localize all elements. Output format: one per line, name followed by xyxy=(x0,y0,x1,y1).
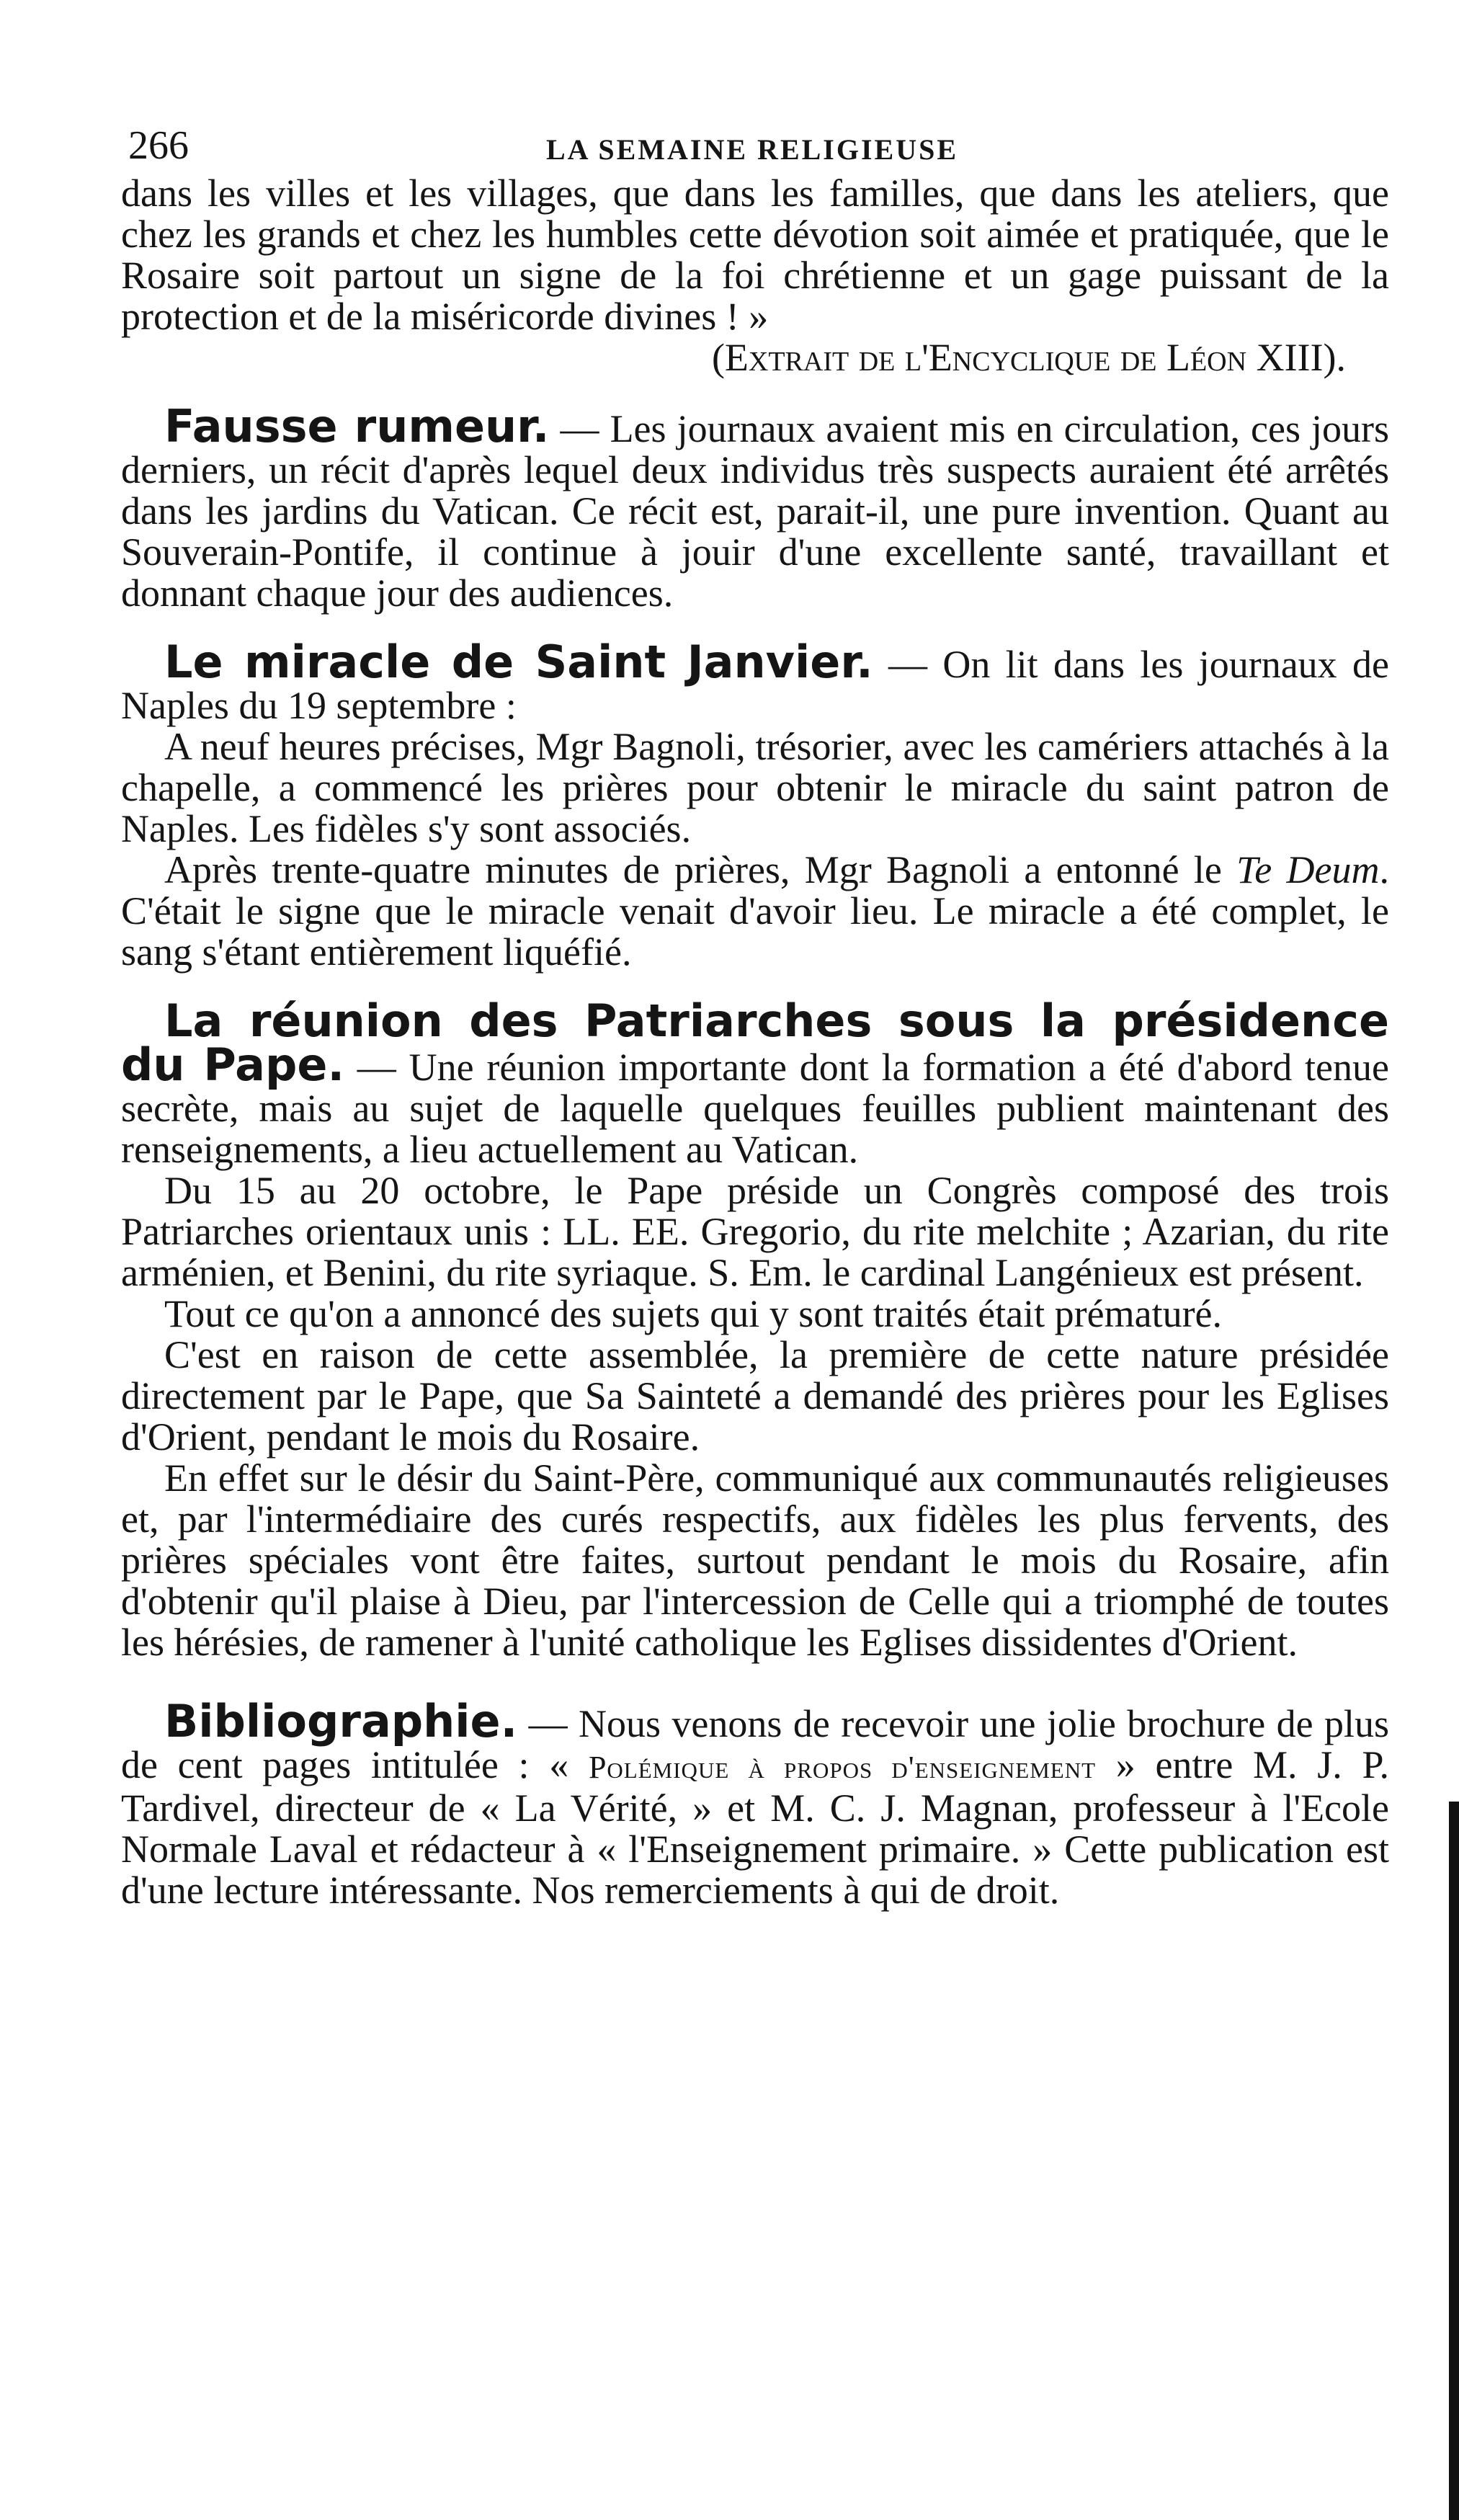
intro-text: dans les villes et les villages, que dans les familles, que dans les ateliers, que chez les grands et chez les humbles cette dévotion soit aimée et pratiquée, que le Rosaire soit partout un signe de la foi chrétienne et un gage puissant de la protection et de la miséricorde divines ! » xyxy=(121,172,1389,338)
article-rumeur xyxy=(121,400,1390,615)
page-header xyxy=(121,108,1389,173)
te-deum: Te Deum xyxy=(1236,848,1380,891)
miracle-text: — On lit dans les journaux de Naples du 19 septembre : xyxy=(121,643,1389,727)
reunion-paragraph-3: C'est en raison de cette assemblée, la première de cette nature présidée directement par le Pape, que Sa Sainteté a demandé des prières pour les Eglises d'Orient, pendant le mois du Rosaire. xyxy=(121,1333,1389,1459)
miracle-paragraph-2 xyxy=(121,850,1389,973)
rumeur-title: Fausse rumeur. xyxy=(164,400,550,453)
biblio-text-b: » entre M. J. P. Tardivel, directeur de « La Vérité, » et M. C. J. Magnan, professeur à l'Ecole Normale Laval et rédacteur à « l'Enseignement primaire. » Cette publication est d'une lecture intéressante. Nos remerciements à qui de droit. xyxy=(121,1743,1389,1912)
rumeur-text: — Les journaux avaient mis en circulation, ces jours derniers, un récit d'après lequel deux individus très suspects auraient été arrêtés dans les jardins du Vatican. Ce récit est, parait-il, une pure invention. Quant au Souverain-Pontife, il continue à jouir d'une excellente santé, travaillant et donnant chaque jour des audiences. xyxy=(121,407,1390,615)
miracle-title: Le miracle de Saint Janvier. xyxy=(164,636,873,688)
page-number: 266 xyxy=(128,123,189,168)
biblio-smallcaps: Polémique à propos d'enseignement xyxy=(588,1750,1097,1785)
article-miracle xyxy=(121,636,1389,727)
source-label: (Extrait de l'Encyclique de Léon XIII). xyxy=(711,336,1346,379)
article-reunion xyxy=(121,994,1389,1171)
page xyxy=(121,108,1389,1911)
article-bibliographie xyxy=(121,1695,1389,1912)
reunion-text: — Une réunion importante dont la formation a été d'abord tenue secrète, mais au sujet de laquelle quelques feuilles publient maintenant des renseignements, a lieu actuellement au Vatican. xyxy=(121,1046,1389,1171)
miracle-paragraph-1: A neuf heures précises, Mgr Bagnoli, trésorier, avec les camériers attachés à la chapelle, a commencé les prières pour obtenir le miracle du saint patron de Naples. Les fidèles s'y sont associés. xyxy=(121,725,1389,850)
miracle-p2-b: . C'était le signe que le miracle venait d'avoir lieu. Le miracle a été complet, le sang s'étant entièrement liquéfié. xyxy=(121,848,1389,974)
biblio-title: Bibliographie. xyxy=(164,1695,518,1747)
biblio-text-a: — Nous venons de recevoir une jolie brochure de plus de cent pages intitulée : « xyxy=(121,1702,1389,1786)
reunion-paragraph-2: Tout ce qu'on a annoncé des sujets qui y sont traités était prématuré. xyxy=(164,1292,1223,1335)
reunion-title: La réunion des Patriarches sous la présidence du Pape. xyxy=(121,994,1389,1091)
reunion-paragraph-1: Du 15 au 20 octobre, le Pape préside un Congrès composé des trois Patriarches orientaux unis : LL. EE. Gregorio, du rite melchite ; Azarian, du rite arménien, et Benini, du rite syriaque. S. Em. le cardinal Langénieux est présent. xyxy=(121,1169,1389,1294)
page-edge-shadow xyxy=(1449,1802,1459,2520)
reunion-paragraph-4: En effet sur le désir du Saint-Père, communiqué aux communautés religieuses et, par l'intermédiaire des curés respectifs, aux fidèles les plus fervents, des prières spéciales vont être faites, surtout pendant le mois du Rosaire, afin d'obtenir qu'il plaise à Dieu, par l'intercession de Celle qui a triomphé de toutes les hérésies, de ramener à l'unité catholique les Eglises dissidentes d'Orient. xyxy=(121,1456,1389,1664)
miracle-p2-a: Après trente-quatre minutes de prières, Mgr Bagnoli a entonné le xyxy=(164,848,1237,891)
running-title: LA SEMAINE RELIGIEUSE xyxy=(546,133,959,166)
intro-source xyxy=(121,337,1346,378)
